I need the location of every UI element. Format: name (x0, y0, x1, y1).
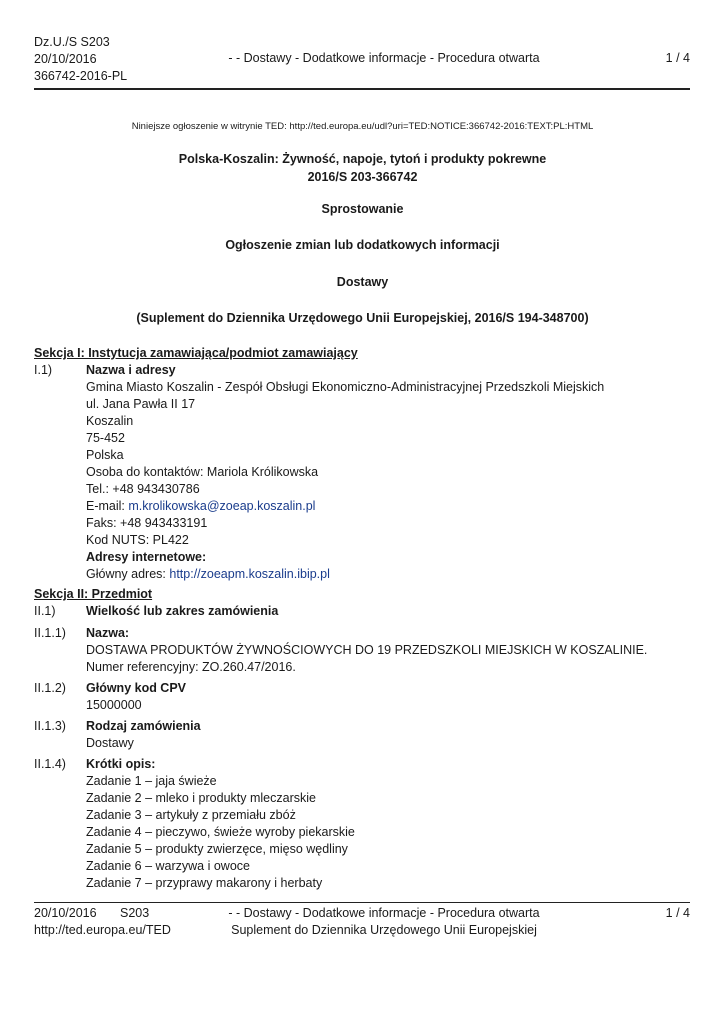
email-label: E-mail: (86, 499, 129, 513)
section-2-1-3 (34, 718, 694, 752)
page-footer (34, 902, 690, 937)
list-item: Zadanie 1 – jaja świeże (86, 774, 217, 788)
address-line: Osoba do kontaktów: Mariola Królikowska (86, 465, 319, 479)
page-header (34, 34, 690, 90)
header-title: - - Dostawy - Dodatkowe informacje - Procedura otwarta (228, 51, 540, 65)
document-id: 366742-2016-PL (34, 69, 128, 83)
list-item: Zadanie 7 – przyprawy makarony i herbaty (86, 876, 323, 890)
list-item: Zadanie 4 – pieczywo, świeże wyroby piekarskie (86, 825, 355, 839)
supplement-reference: (Suplement do Dziennika Urzędowego Unii Europejskiej, 2016/S 194-348700) (136, 311, 589, 325)
section-number: II.1.3) (34, 719, 66, 733)
footer-title: - - Dostawy - Dodatkowe informacje - Procedura otwarta (228, 906, 540, 920)
address-line: Polska (86, 448, 124, 462)
scope-heading: Wielkość lub zakres zamówienia (86, 604, 279, 618)
address-line: 75-452 (86, 431, 125, 445)
notice-type-heading: Ogłoszenie zmian lub dodatkowych informacji (225, 238, 500, 252)
header-date: 20/10/2016 (34, 52, 97, 66)
section-number: I.1) (34, 363, 53, 377)
nuts-line: Kod NUTS: PL422 (86, 533, 189, 547)
main-address-row (86, 566, 694, 583)
footer-supplement: Suplement do Dziennika Urzędowego Unii Europejskiej (231, 923, 537, 937)
address-line: Koszalin (86, 414, 134, 428)
short-description-heading: Krótki opis: (86, 757, 156, 771)
list-item: Zadanie 2 – mleko i produkty mleczarskie (86, 791, 316, 805)
address-line: Gmina Miasto Koszalin - Zespół Obsługi Ekonomiczno-Administracyjnej Przedszkoli Miejskich (86, 380, 605, 394)
address-line: ul. Jana Pawła II 17 (86, 397, 196, 411)
section-2-1-2 (34, 680, 694, 714)
correction-heading: Sprostowanie (321, 202, 404, 216)
name-heading: Nazwa: (86, 626, 130, 640)
main-address-link[interactable]: http://zoeapm.koszalin.ibip.pl (169, 567, 330, 581)
section-1-1 (34, 362, 694, 583)
journal-ref: Dz.U./S S203 (34, 35, 110, 49)
names-addresses-heading: Nazwa i adresy (86, 363, 176, 377)
section-number: II.1.4) (34, 757, 66, 771)
list-item: Zadanie 6 – warzywa i owoce (86, 859, 250, 873)
list-item: Zadanie 3 – artykuły z przemiału zbóż (86, 808, 296, 822)
section-number: II.1) (34, 604, 56, 618)
main-content (34, 345, 694, 892)
header-page-number: 1 / 4 (665, 51, 690, 65)
section-2-1 (34, 603, 694, 620)
footer-url: http://ted.europa.eu/TED (34, 923, 171, 937)
email-link[interactable]: m.krolikowska@zoeap.koszalin.pl (128, 499, 316, 513)
internet-addresses-heading: Adresy internetowe: (86, 550, 207, 564)
section-2-1-4 (34, 756, 694, 892)
main-address-label: Główny adres: (86, 567, 170, 581)
header-meta (34, 34, 127, 85)
notice-number: 2016/S 203-366742 (307, 170, 418, 184)
section-number: II.1.2) (34, 681, 66, 695)
contract-type-heading: Dostawy (336, 275, 389, 289)
cpv-heading: Główny kod CPV (86, 681, 187, 695)
notice-title: Polska-Koszalin: Żywność, napoje, tytoń i produkty pokrewne (178, 152, 547, 166)
footer-series: S203 (120, 906, 150, 920)
email-row (86, 498, 694, 515)
section-number: II.1.1) (34, 626, 66, 640)
contract-name: DOSTAWA PRODUKTÓW ŻYWNOŚCIOWYCH DO 19 PRZEDSZKOLI MIEJSKICH W KOSZALINIE. (86, 643, 648, 657)
fax-line: Faks: +48 943433191 (86, 516, 208, 530)
ted-notice-line: Niniejsze ogłoszenie w witrynie TED: http://ted.europa.eu/udl?uri=TED:NOTICE:366742-2016:TEXT:PL:HTML (131, 121, 594, 132)
list-item: Zadanie 5 – produkty zwierzęce, mięso wędliny (86, 842, 348, 856)
section-1-title: Sekcja I: Instytucja zamawiająca/podmiot zamawiający (34, 346, 358, 360)
reference-number: Numer referencyjny: ZO.260.47/2016. (86, 660, 296, 674)
footer-date: 20/10/2016 (34, 906, 97, 920)
footer-page-number: 1 / 4 (665, 906, 690, 920)
cpv-code: 15000000 (86, 698, 142, 712)
contract-type-label: Rodzaj zamówienia (86, 719, 201, 733)
section-2-title: Sekcja II: Przedmiot (34, 587, 153, 601)
address-line: Tel.: +48 943430786 (86, 482, 200, 496)
section-2-1-1 (34, 625, 694, 676)
contract-type-value: Dostawy (86, 736, 134, 750)
